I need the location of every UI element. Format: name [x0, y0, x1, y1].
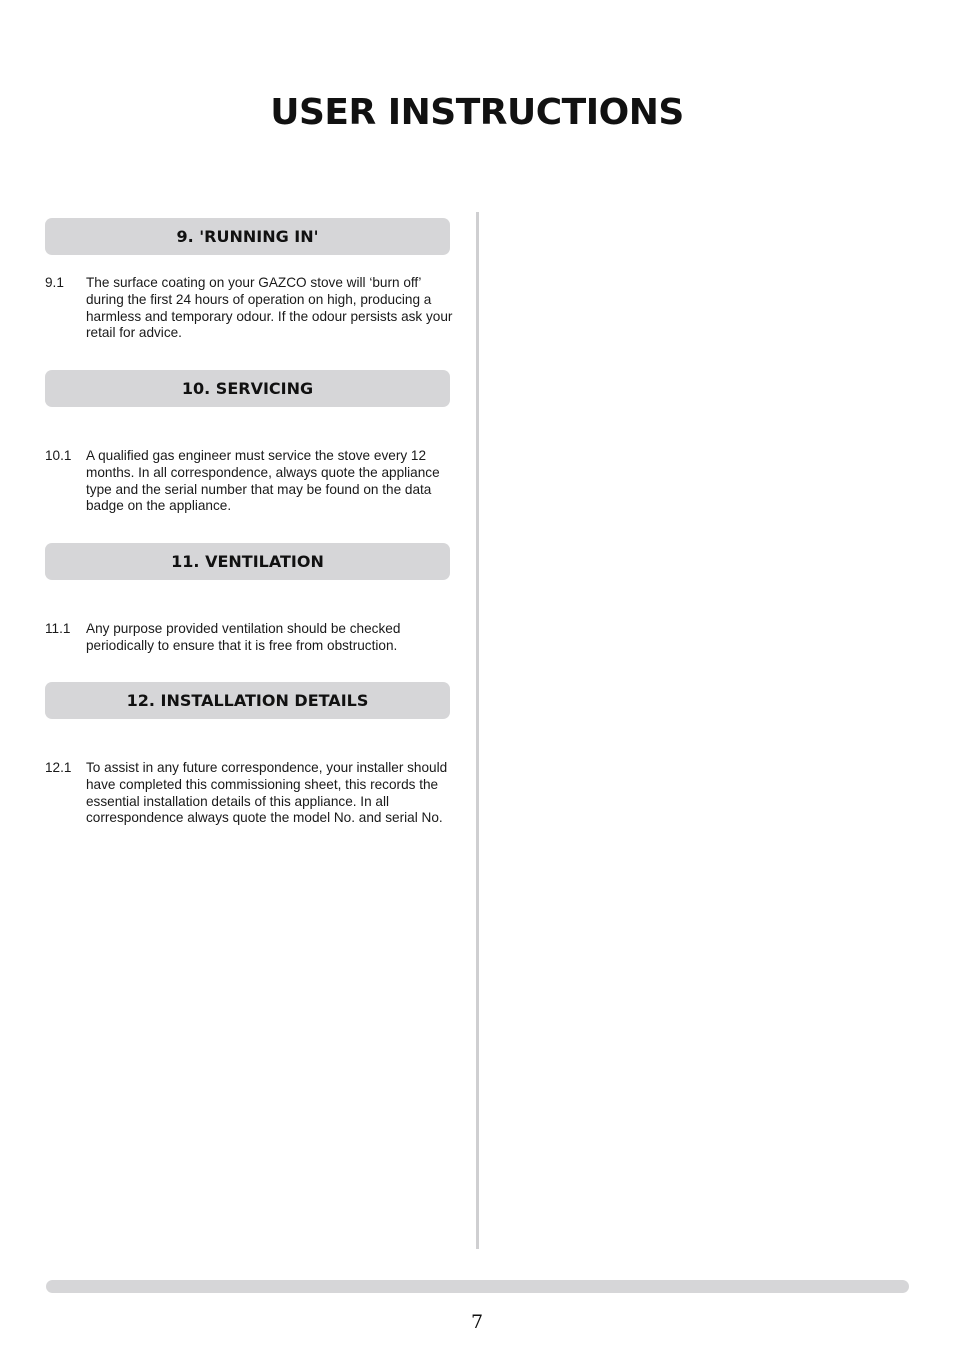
- paragraph-text: Any purpose provided ventilation should be checked periodically to ensure that it is free from obstruction.: [86, 621, 401, 653]
- paragraph-number: 12.1: [45, 760, 72, 775]
- paragraph-12-1: [45, 760, 455, 827]
- paragraph-number: 10.1: [45, 448, 72, 463]
- section-header-ventilation: 11. VENTILATION: [45, 543, 450, 580]
- paragraph-text: A qualified gas engineer must service the stove every 12 months. In all correspondence, always quote the appliance type and the serial number that may be found on the data badge on the appliance.: [86, 448, 440, 514]
- paragraph-11-1: [45, 621, 455, 655]
- paragraph-10-1: [45, 448, 455, 515]
- section-header-servicing: 10. SERVICING: [45, 370, 450, 407]
- paragraph-number: 9.1: [45, 275, 64, 290]
- footer-bar: [46, 1280, 909, 1293]
- section-header-installation-details: 12. INSTALLATION DETAILS: [45, 682, 450, 719]
- column-divider: [476, 212, 479, 1249]
- paragraph-9-1: [45, 275, 455, 342]
- page-number: 7: [470, 1311, 484, 1333]
- paragraph-text: The surface coating on your GAZCO stove will ‘burn off’ during the first 24 hours of operation on high, producing a harmless and temporary odour. If the odour persists ask your retail for advice.: [86, 275, 453, 341]
- paragraph-text: To assist in any future correspondence, your installer should have completed this commissioning sheet, this records the essential installation details of this appliance. In all correspondence always quote the model No. and serial No.: [86, 760, 448, 826]
- page-title: USER INSTRUCTIONS: [270, 92, 684, 133]
- paragraph-number: 11.1: [45, 621, 71, 636]
- section-header-running-in: 9. 'RUNNING IN': [45, 218, 450, 255]
